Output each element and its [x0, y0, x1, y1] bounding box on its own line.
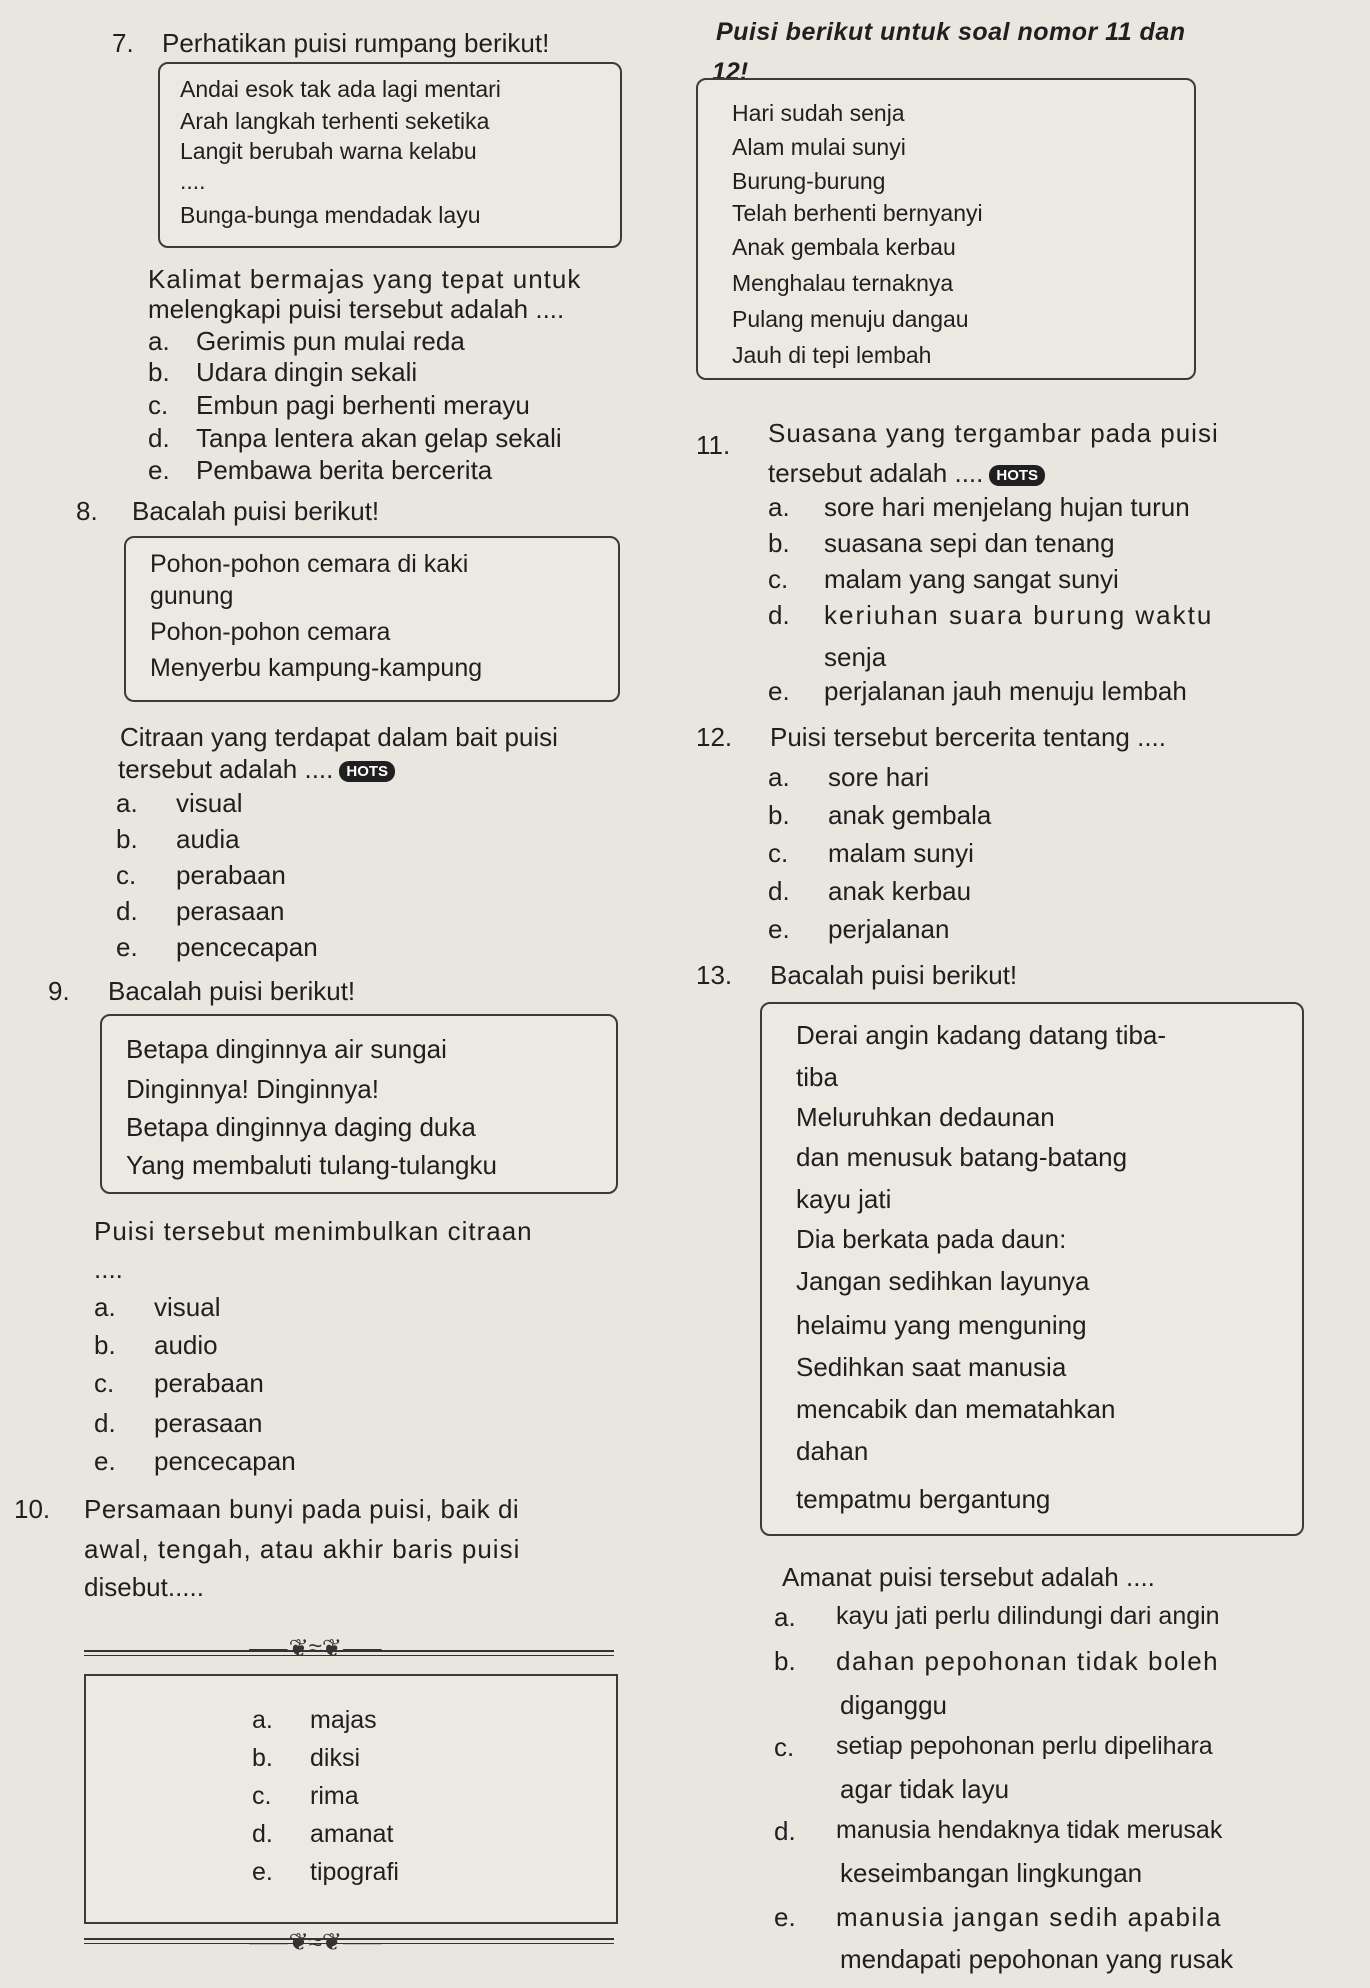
q10-option-b-letter[interactable]: b.: [252, 1744, 273, 1772]
q11-option-d-letter[interactable]: d.: [768, 600, 790, 630]
poem-line: Pohon-pohon cemara: [150, 618, 391, 646]
q8-option-e-letter[interactable]: e.: [116, 932, 138, 962]
q11-option-b-letter[interactable]: b.: [768, 528, 790, 558]
poem-line: Betapa dinginnya daging duka: [126, 1112, 476, 1142]
q7-prompt: Perhatikan puisi rumpang berikut!: [162, 28, 550, 58]
q8-question-line1: Citraan yang terdapat dalam bait puisi: [120, 722, 558, 752]
q10-option-d[interactable]: amanat: [310, 1820, 394, 1848]
q13-option-e-cont[interactable]: mendapati pepohonan yang rusak: [840, 1944, 1234, 1974]
q7-option-a[interactable]: Gerimis pun mulai reda: [196, 326, 465, 356]
q13-option-d-cont[interactable]: keseimbangan lingkungan: [840, 1858, 1143, 1888]
poem-line: Arah langkah terhenti seketika: [180, 108, 490, 134]
poem-line: dahan: [796, 1436, 869, 1466]
q12-option-d-letter[interactable]: d.: [768, 876, 790, 906]
q12-option-a[interactable]: sore hari: [828, 762, 930, 792]
q11-option-a[interactable]: sore hari menjelang hujan turun: [824, 492, 1190, 522]
poem-line: Burung-burung: [732, 168, 886, 194]
q11-option-e-letter[interactable]: e.: [768, 676, 790, 706]
hots-badge: HOTS: [989, 465, 1045, 486]
q7-question-line1: Kalimat bermajas yang tepat untuk: [148, 264, 582, 294]
q11-question-text: tersebut adalah ....: [768, 458, 984, 488]
q10-option-e-letter[interactable]: e.: [252, 1858, 273, 1886]
q13-option-d-letter[interactable]: d.: [774, 1816, 796, 1846]
poem-line: Menyerbu kampung-kampung: [150, 654, 483, 682]
poem-line: Telah berhenti bernyanyi: [732, 200, 983, 226]
q11-option-a-letter[interactable]: a.: [768, 492, 790, 522]
poem-line: Yang membaluti tulang-tulangku: [126, 1150, 497, 1180]
poem-line: Pulang menuju dangau: [732, 306, 969, 332]
poem-line: Derai angin kadang datang tiba-: [796, 1020, 1167, 1050]
poem-line: Betapa dinginnya air sungai: [126, 1034, 447, 1064]
poem-line: Andai esok tak ada lagi mentari: [180, 76, 501, 102]
q11-question-line2: [768, 458, 1045, 489]
q13-option-c[interactable]: setiap pepohonan perlu dipelihara: [836, 1732, 1213, 1760]
q9-option-a[interactable]: visual: [154, 1292, 221, 1322]
ornament-icon: ⸺❦≈❦⸺: [248, 1929, 383, 1956]
q10-options-box: [84, 1674, 618, 1924]
q8-option-b[interactable]: audia: [176, 824, 240, 854]
poem-blank: ....: [180, 168, 206, 194]
q7-number: 7.: [112, 28, 134, 58]
poem-line: tiba: [796, 1062, 838, 1092]
poem-line: Jangan sedihkan layunya: [796, 1266, 1090, 1296]
q10-question-line1: Persamaan bunyi pada puisi, baik di: [84, 1494, 520, 1524]
q12-option-c[interactable]: malam sunyi: [828, 838, 974, 868]
q11-option-e[interactable]: perjalanan jauh menuju lembah: [824, 676, 1187, 706]
shared-poem-box: [696, 78, 1196, 380]
q7-option-d-letter[interactable]: d.: [148, 423, 170, 453]
q12-option-a-letter[interactable]: a.: [768, 762, 790, 792]
poem-line: tempatmu bergantung: [796, 1484, 1051, 1514]
q12-option-c-letter[interactable]: c.: [768, 838, 789, 868]
q8-question-text: tersebut adalah ....: [118, 754, 334, 784]
poem-line: Pohon-pohon cemara di kaki: [150, 550, 469, 578]
q9-option-e[interactable]: pencecapan: [154, 1446, 296, 1476]
q8-option-b-letter[interactable]: b.: [116, 824, 138, 854]
q9-option-e-letter[interactable]: e.: [94, 1446, 116, 1476]
q11-option-d[interactable]: keriuhan suara burung waktu: [824, 600, 1214, 630]
q12-option-b-letter[interactable]: b.: [768, 800, 790, 830]
poem-line: Dia berkata pada daun:: [796, 1224, 1067, 1254]
poem-line: Langit berubah warna kelabu: [180, 138, 477, 164]
q10-number: 10.: [14, 1494, 51, 1524]
q12-number: 12.: [696, 722, 733, 752]
poem-line: Hari sudah senja: [732, 100, 905, 126]
poem-line: Sedihkan saat manusia: [796, 1352, 1067, 1382]
q13-number: 13.: [696, 960, 733, 990]
q10-option-c-letter[interactable]: c.: [252, 1782, 272, 1810]
q13-option-b-letter[interactable]: b.: [774, 1646, 796, 1676]
q8-option-c[interactable]: perabaan: [176, 860, 286, 890]
q10-option-c[interactable]: rima: [310, 1782, 359, 1810]
q9-poem-box: [100, 1014, 618, 1194]
poem-line: Meluruhkan dedaunan: [796, 1102, 1055, 1132]
poem-line: Dinginnya! Dinginnya!: [126, 1074, 379, 1104]
q12-option-b[interactable]: anak gembala: [828, 800, 992, 830]
q13-option-e[interactable]: manusia jangan sedih apabila: [836, 1902, 1223, 1932]
q7-option-c[interactable]: Embun pagi berhenti merayu: [196, 390, 530, 420]
q9-option-b-letter[interactable]: b.: [94, 1330, 116, 1360]
q12-option-e-letter[interactable]: e.: [768, 914, 790, 944]
q13-option-b[interactable]: dahan pepohonan tidak boleh: [836, 1646, 1220, 1676]
q9-option-d-letter[interactable]: d.: [94, 1408, 116, 1438]
q11-option-d-cont[interactable]: senja: [824, 642, 887, 672]
ornament-icon: ⸺❦≈❦⸺: [248, 1635, 383, 1662]
q9-option-d[interactable]: perasaan: [154, 1408, 263, 1438]
q13-poem-box: [760, 1002, 1304, 1536]
q10-option-a[interactable]: majas: [310, 1706, 377, 1734]
q7-option-e[interactable]: Pembawa berita bercerita: [196, 455, 493, 485]
hots-badge: HOTS: [339, 761, 395, 782]
q8-prompt: Bacalah puisi berikut!: [132, 496, 380, 526]
poem-line: gunung: [150, 582, 234, 610]
q7-option-c-letter[interactable]: c.: [148, 390, 169, 420]
q9-option-c-letter[interactable]: c.: [94, 1368, 115, 1398]
poem-line: Menghalau ternaknya: [732, 270, 954, 296]
q10-option-b[interactable]: diksi: [310, 1744, 361, 1772]
q7-option-b[interactable]: Udara dingin sekali: [196, 357, 418, 387]
q12-option-e[interactable]: perjalanan: [828, 914, 950, 944]
poem-line: Jauh di tepi lembah: [732, 342, 932, 368]
q13-option-d[interactable]: manusia hendaknya tidak merusak: [836, 1816, 1223, 1844]
q9-prompt: Bacalah puisi berikut!: [108, 976, 356, 1006]
q8-option-a[interactable]: visual: [176, 788, 243, 818]
q10-question-line2: awal, tengah, atau akhir baris puisi: [84, 1534, 521, 1564]
q12-question: Puisi tersebut bercerita tentang ....: [770, 722, 1166, 752]
q13-option-a-letter[interactable]: a.: [774, 1602, 796, 1632]
poem-line: Alam mulai sunyi: [732, 134, 906, 160]
q8-option-a-letter[interactable]: a.: [116, 788, 138, 818]
q8-option-d-letter[interactable]: d.: [116, 896, 138, 926]
q13-option-e-letter[interactable]: e.: [774, 1902, 796, 1932]
q7-option-b-letter[interactable]: b.: [148, 357, 170, 387]
q12-option-d[interactable]: anak kerbau: [828, 876, 972, 906]
q7-option-a-letter[interactable]: a.: [148, 326, 170, 356]
q13-prompt: Bacalah puisi berikut!: [770, 960, 1018, 990]
q11-option-b[interactable]: suasana sepi dan tenang: [824, 528, 1115, 558]
q13-option-a[interactable]: kayu jati perlu dilindungi dari angin: [836, 1602, 1220, 1630]
q13-option-b-cont[interactable]: diganggu: [840, 1690, 947, 1720]
q7-option-e-letter[interactable]: e.: [148, 455, 170, 485]
q9-option-a-letter[interactable]: a.: [94, 1292, 116, 1322]
q8-question-line2: [118, 754, 395, 785]
poem-line: kayu jati: [796, 1184, 892, 1214]
q13-option-c-cont[interactable]: agar tidak layu: [840, 1774, 1010, 1804]
q10-option-a-letter[interactable]: a.: [252, 1706, 273, 1734]
poem-line: dan menusuk batang-batang: [796, 1142, 1128, 1172]
q7-option-d[interactable]: Tanpa lentera akan gelap sekali: [196, 423, 562, 453]
q11-question-line1: Suasana yang tergambar pada puisi: [768, 418, 1219, 448]
q9-question-line2: ....: [94, 1254, 123, 1284]
q11-number: 11.: [696, 430, 731, 460]
q8-option-c-letter[interactable]: c.: [116, 860, 137, 890]
poem-line: helaimu yang menguning: [796, 1310, 1087, 1340]
q10-question-line3: disebut.....: [84, 1572, 204, 1602]
q7-question-line2: melengkapi puisi tersebut adalah ....: [148, 294, 565, 324]
q8-poem-box: [124, 536, 620, 702]
q7-poem-box: [158, 62, 622, 248]
q9-number: 9.: [48, 976, 70, 1006]
poem-line: Anak gembala kerbau: [732, 234, 956, 260]
q8-option-d[interactable]: perasaan: [176, 896, 285, 926]
q10-option-e[interactable]: tipografi: [310, 1858, 399, 1886]
q11-option-c-letter[interactable]: c.: [768, 564, 789, 594]
q8-option-e[interactable]: pencecapan: [176, 932, 318, 962]
poem-line: mencabik dan mematahkan: [796, 1394, 1116, 1424]
shared-poem-heading-line1: Puisi berikut untuk soal nomor 11 dan: [716, 18, 1186, 46]
poem-line: Bunga-bunga mendadak layu: [180, 202, 481, 228]
q9-option-b[interactable]: audio: [154, 1330, 218, 1360]
q11-option-c[interactable]: malam yang sangat sunyi: [824, 564, 1119, 594]
q9-option-c[interactable]: perabaan: [154, 1368, 264, 1398]
q13-question: Amanat puisi tersebut adalah ....: [782, 1562, 1155, 1592]
q13-option-c-letter[interactable]: c.: [774, 1732, 795, 1762]
q9-question-line1: Puisi tersebut menimbulkan citraan: [94, 1216, 533, 1246]
shared-poem-heading-line2: 12!: [712, 58, 749, 86]
q8-number: 8.: [76, 496, 98, 526]
q10-option-d-letter[interactable]: d.: [252, 1820, 273, 1848]
